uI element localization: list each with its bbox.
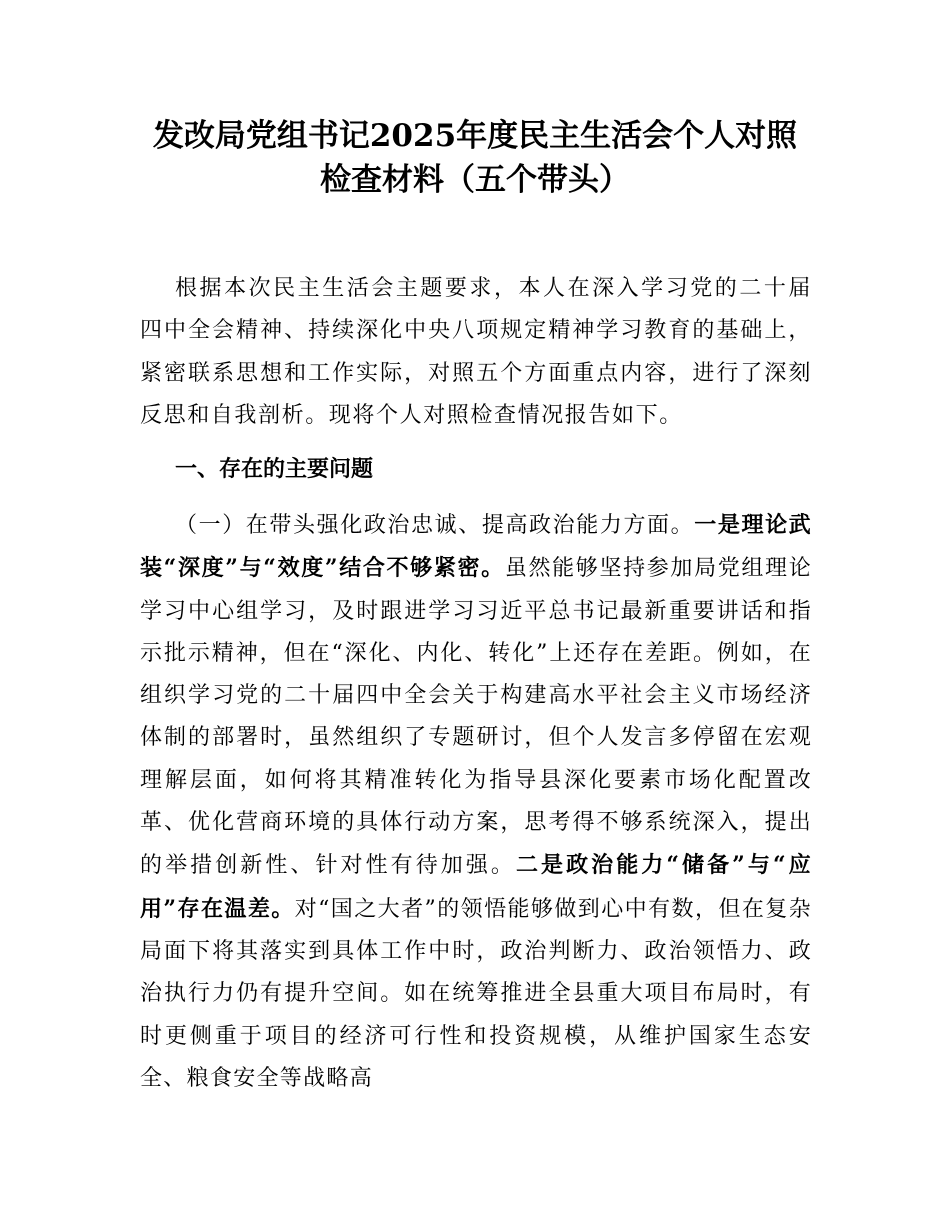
point-1-text: 虽然能够坚持参加局党组理论学习中心组学习，及时跟进学习习近平总书记最新重要讲话和指示批示精神，但在“深化、内化、转化”上还存在差距。例如，在组织学习党的二十届四中全会关于构建高水平社会主义市场经济体制的部署时，虽然组织了专题研讨，但个人发言多停留在宏观理解层面，如何将其精准转化为指导县深化要素市场化配置改革、优化营商环境的具体行动方案，思考得不够系统深入，提出的举措创新性、针对性有待加强。	[140, 556, 813, 879]
section-heading-existing-problems: 一、存在的主要问题	[175, 457, 374, 482]
subsection-lead: （一）在带头强化政治忠诚、提高政治能力方面。	[175, 513, 695, 538]
point-2-heading: 二是政治能力“储备”与“应用”存在温差。	[140, 852, 812, 922]
document-title-line-1: 发改局党组书记2025年度民主生活会个人对照	[152, 118, 798, 154]
document-title-line-2: 检查材料（五个带头）	[320, 162, 630, 198]
intro-paragraph: 根据本次民主生活会主题要求，本人在深入学习党的二十届四中全会精神、持续深化中央八项规定精神学习教育的基础上，紧密联系思想和工作实际，对照五个方面重点内容，进行了深刻反思和自我剖析。现将个人对照检查情况报告如下。	[140, 276, 812, 428]
problem-paragraph-political-loyalty	[140, 504, 812, 1100]
point-1-heading: 一是理论武装“深度”与“效度”结合不够紧密。	[140, 512, 812, 582]
point-2-text: 对“国之大者”的领悟能够做到心中有数，但在复杂局面下将其落实到具体工作中时，政治判断力、政治领悟力、政治执行力仍有提升空间。如在统筹推进全县重大项目布局时，有时更侧重于项目的经济可行性和投资规模，从维护国家生态安全、粮食安全等战略高	[140, 896, 812, 1091]
